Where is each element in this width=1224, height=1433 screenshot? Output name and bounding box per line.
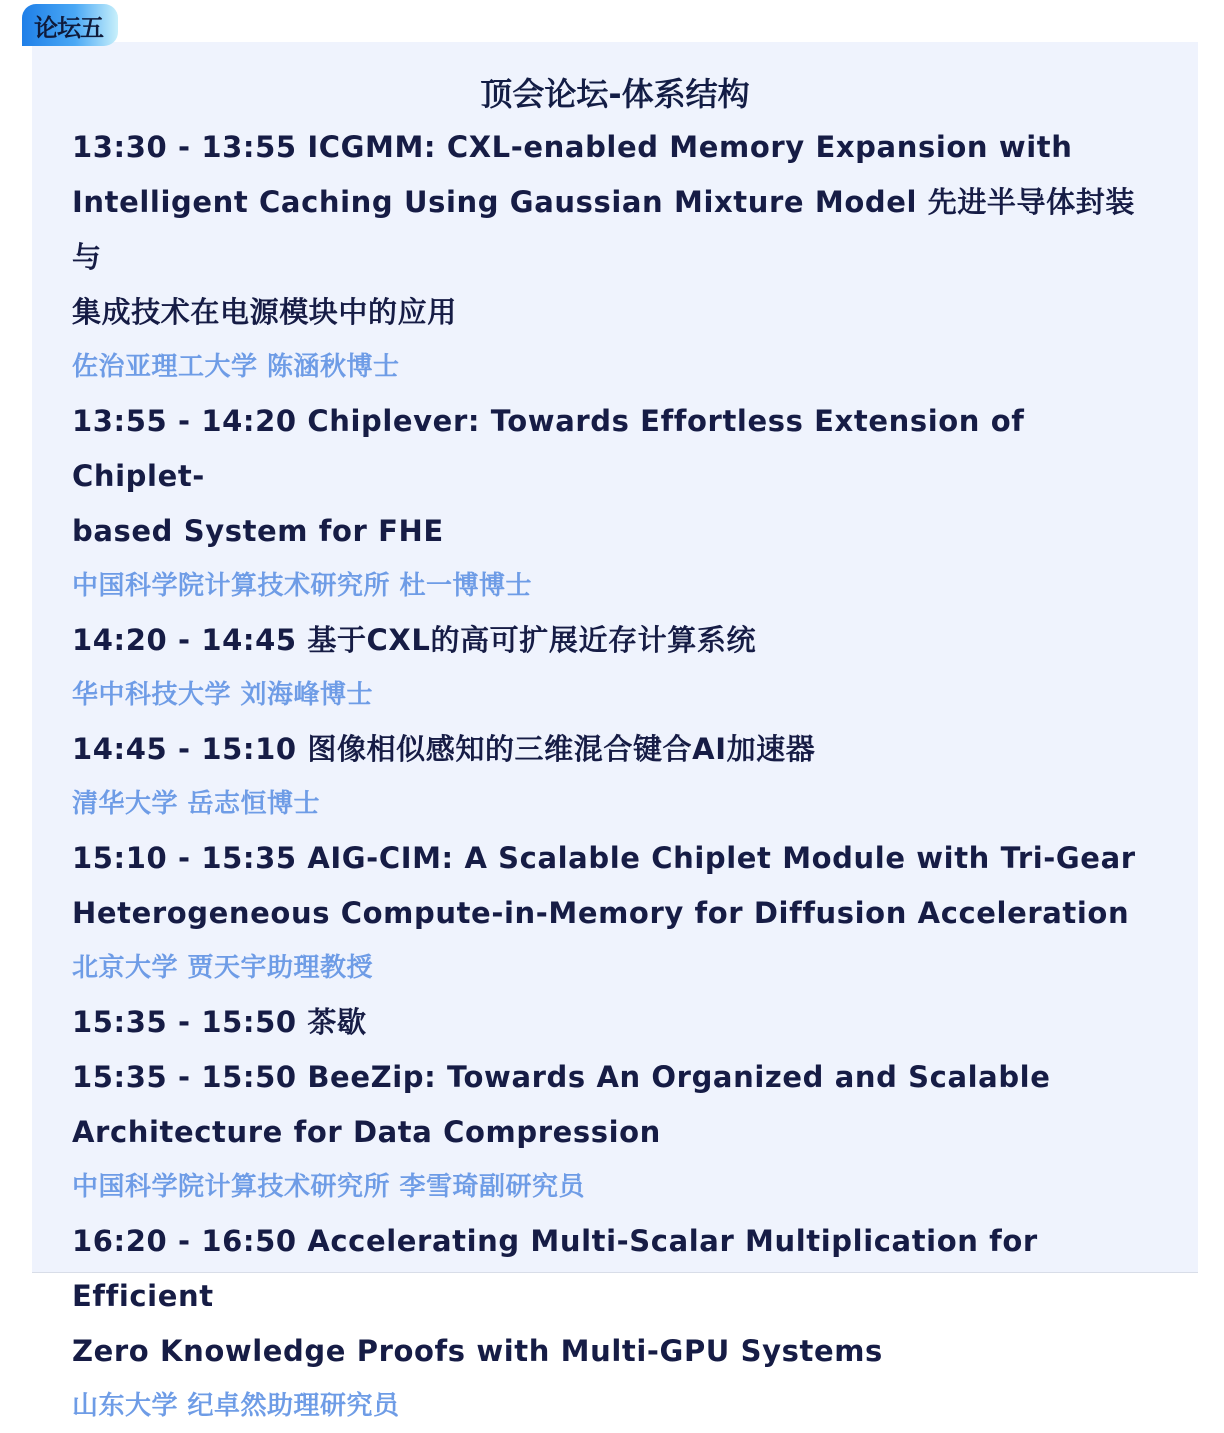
agenda-item-break (72, 995, 1162, 1050)
forum-panel (32, 42, 1198, 1421)
agenda-item (72, 1050, 1162, 1214)
forum-badge-label: 论坛五 (34, 13, 103, 42)
talk-title: 15:10 - 15:35 AIG-CIM: A Scalable Chiplet Module with Tri-Gear Heterogeneous Compute-in-Memory for Diffusion Acceleration (72, 841, 1136, 930)
speaker-affiliation: 北京大学 贾天宇助理教授 (72, 953, 374, 983)
agenda-item (72, 613, 1162, 722)
forum-title: 顶会论坛-体系结构 (480, 75, 750, 113)
agenda-item (72, 120, 1162, 394)
talk-title: 15:35 - 15:50 BeeZip: Towards An Organized and Scalable Architecture for Data Compression (72, 1060, 1051, 1149)
speaker-affiliation: 中国科学院计算技术研究所 李雪琦副研究员 (72, 1172, 586, 1202)
speaker-affiliation: 清华大学 岳志恒博士 (72, 789, 321, 819)
agenda-item (72, 394, 1162, 613)
talk-title: 13:55 - 14:20 Chiplever: Towards Effortless Extension of Chiplet- based System for FHE (72, 404, 1025, 548)
talk-title: 14:45 - 15:10 图像相似感知的三维混合键合AI加速器 (72, 732, 816, 766)
forum-badge (22, 4, 118, 46)
break-title: 15:35 - 15:50 茶歇 (72, 1005, 367, 1039)
speaker-affiliation: 华中科技大学 刘海峰博士 (72, 680, 374, 710)
agenda-item (72, 722, 1162, 831)
talk-title: 16:20 - 16:50 Accelerating Multi-Scalar Multiplication for Efficient Zero Knowledge Proofs with Multi-GPU Systems (72, 1224, 1038, 1368)
talk-title: 13:30 - 13:55 ICGMM: CXL-enabled Memory Expansion with Intelligent Caching Using Gaussian Mixture Model 先进半导体封装与 集成技术在电源模块中的应用 (72, 130, 1135, 329)
speaker-affiliation: 山东大学 纪卓然助理研究员 (72, 1391, 400, 1421)
agenda-item (72, 831, 1162, 995)
agenda-item (72, 1214, 1162, 1433)
speaker-affiliation: 佐治亚理工大学 陈涵秋博士 (72, 352, 400, 382)
talk-title: 14:20 - 14:45 基于CXL的高可扩展近存计算系统 (72, 623, 757, 657)
agenda-list (72, 120, 1162, 1433)
speaker-affiliation: 中国科学院计算技术研究所 杜一博博士 (72, 571, 533, 601)
